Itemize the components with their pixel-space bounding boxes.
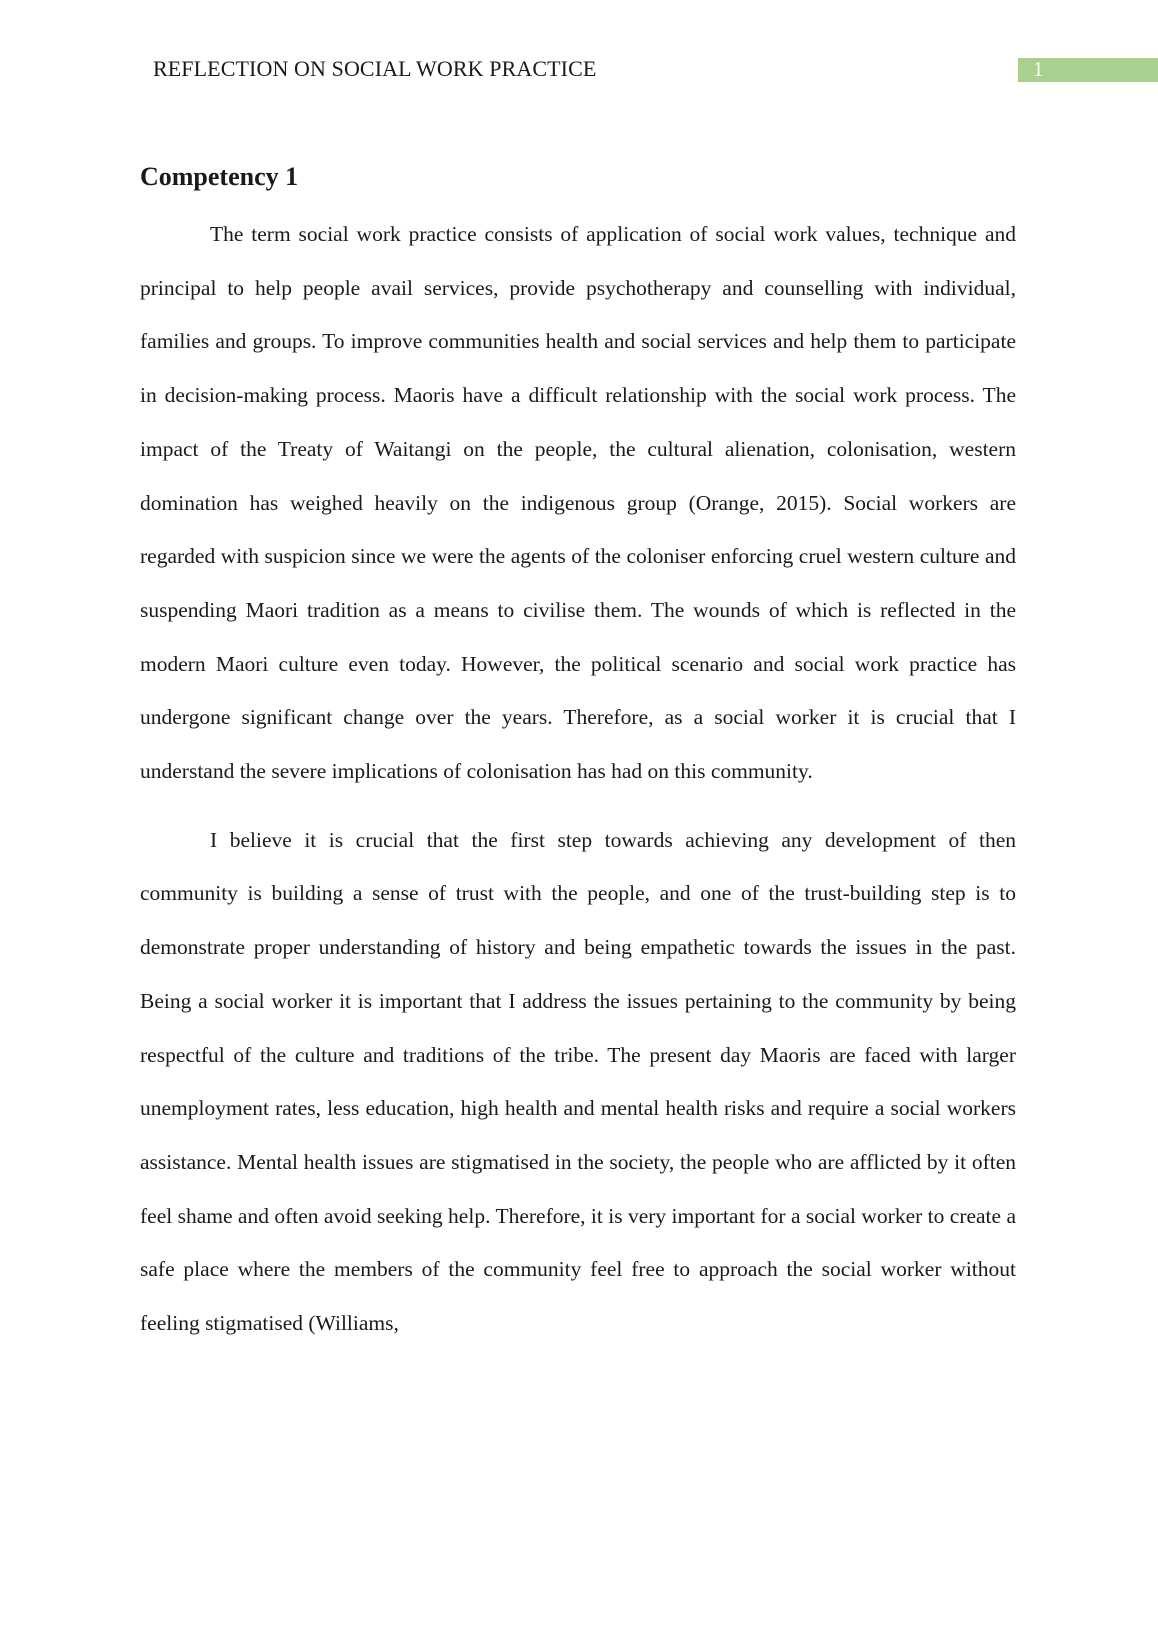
paragraph: The term social work practice consists of application of social work values, technique and principal to help people avail services, provide psychotherapy and counselling with individual, families and groups. To improve communities health and social services and help them to participate in decision-making process. Maoris have a difficult relationship with the social work process. The impact of the Treaty of Waitangi on the people, the cultural alienation, colonisation, western domination has weighed heavily on the indigenous group (Orange, 2015). Social workers are regarded with suspicion since we were the agents of the coloniser enforcing cruel western culture and suspending Maori tradition as a means to civilise them. The wounds of which is reflected in the modern Maori culture even today. However, the political scenario and social work practice has undergone significant change over the years. Therefore, as a social worker it is crucial that I understand the severe implications of colonisation has had on this community. xyxy=(140,222,1016,784)
page-header xyxy=(0,56,1158,82)
page-number: 1 xyxy=(1033,57,1044,81)
paragraph: I believe it is crucial that the first step towards achieving any development of then community is building a sense of trust with the people, and one of the trust-building step is to demonstrate proper understanding of history and being empathetic towards the issues in the past. Being a social worker it is important that I address the issues pertaining to the community by being respectful of the culture and traditions of the tribe. The present day Maoris are faced with larger unemployment rates, less education, high health and mental health risks and require a social workers assistance. Mental health issues are stigmatised in the society, the people who are afflicted by it often feel shame and often avoid seeking help. Therefore, it is very important for a social worker to create a safe place where the members of the community feel free to approach the social worker without feeling stigmatised (Williams, xyxy=(140,827,1016,1336)
document-body xyxy=(140,160,1016,1366)
section-heading: Competency 1 xyxy=(140,162,299,191)
running-head: REFLECTION ON SOCIAL WORK PRACTICE xyxy=(153,56,597,81)
page-number-badge xyxy=(1018,58,1158,82)
